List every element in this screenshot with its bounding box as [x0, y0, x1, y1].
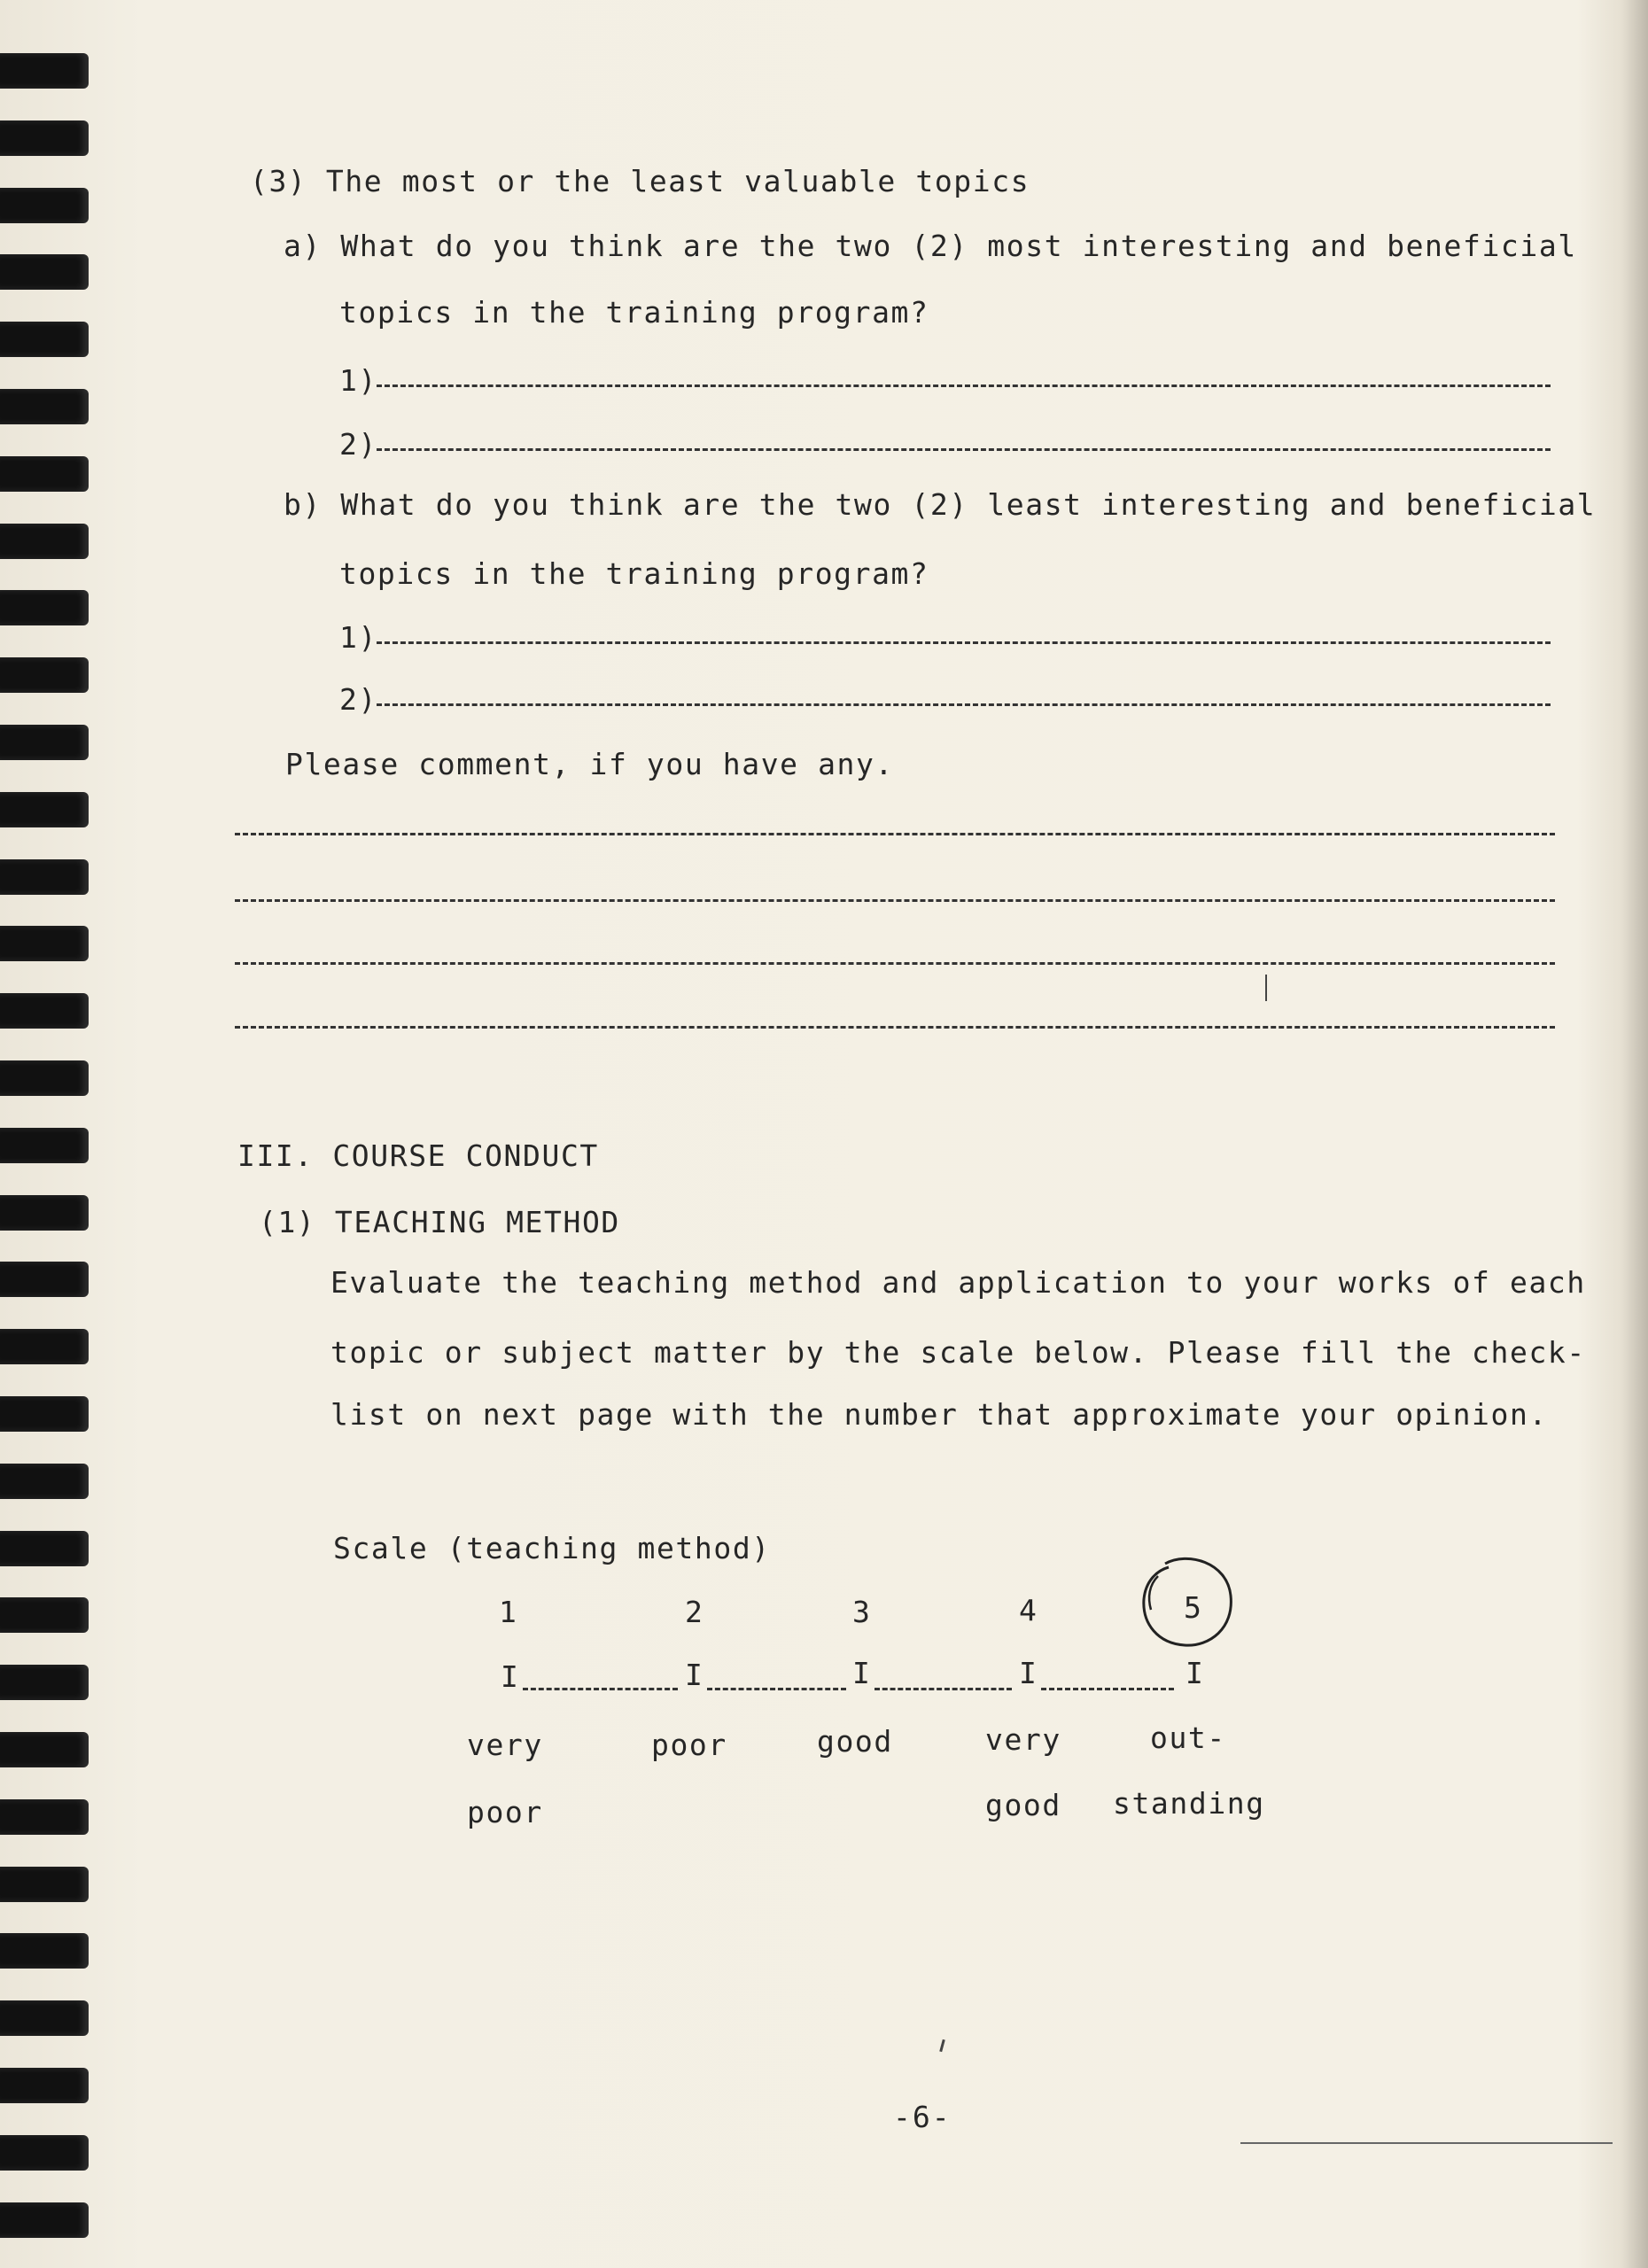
binding-hole [0, 1665, 89, 1700]
scale-label-5-line2: standing [1113, 1786, 1265, 1821]
scale-number-2: 2 [685, 1595, 704, 1629]
binding-hole [0, 1531, 89, 1566]
answer-a-1-line [377, 384, 1551, 387]
binding-hole [0, 993, 89, 1029]
answer-b-2-line [377, 703, 1551, 706]
instructions-line3: list on next page with the number that approximate your opinion. [330, 1397, 1548, 1432]
binding-hole [0, 53, 89, 89]
scale-tick-1: I [501, 1659, 518, 1694]
answer-a-2-line [377, 448, 1551, 451]
binding-hole [0, 1464, 89, 1499]
question-a-line1: a) What do you think are the two (2) most interesting and beneficial [284, 229, 1577, 263]
scale-segment-1-2 [523, 1688, 678, 1690]
binding-hole [0, 1329, 89, 1364]
binding-hole [0, 1128, 89, 1163]
binding-hole [0, 725, 89, 760]
binding-hole [0, 590, 89, 625]
answer-b-1-label: 1) [339, 620, 377, 655]
binding-hole [0, 2202, 89, 2238]
binding-hole [0, 1060, 89, 1096]
binding-hole [0, 657, 89, 693]
binding-hole [0, 2135, 89, 2171]
scale-label-4-line2: good [985, 1788, 1061, 1822]
binding-hole [0, 389, 89, 424]
scale-tick-2: I [685, 1658, 703, 1692]
binding-hole [0, 1597, 89, 1633]
comment-line-1 [235, 833, 1555, 835]
scale-segment-3-4 [875, 1688, 1012, 1690]
binding-hole [0, 456, 89, 492]
scale-segment-2-3 [707, 1688, 846, 1690]
comment-line-3 [235, 962, 1555, 965]
scale-label-1-line1: very [467, 1728, 543, 1762]
selected-value-circle [1139, 1553, 1236, 1651]
instructions-line1: Evaluate the teaching method and application to your works of each [330, 1265, 1586, 1300]
scale-number-4: 4 [1019, 1593, 1038, 1627]
binding-hole [0, 524, 89, 559]
scale-tick-5: I [1185, 1656, 1203, 1690]
binding-hole [0, 1262, 89, 1297]
binding-hole [0, 1799, 89, 1835]
scale-number-3: 3 [852, 1595, 872, 1629]
page-edge-line [1240, 2142, 1613, 2144]
scale-tick-3: I [852, 1656, 870, 1690]
scale-label-3: good [817, 1724, 893, 1759]
scale-label-4-line1: very [985, 1722, 1061, 1757]
binding-hole [0, 1195, 89, 1231]
binding-hole [0, 322, 89, 357]
answer-a-2-label: 2) [339, 427, 377, 462]
binding-hole [0, 859, 89, 895]
comment-prompt: Please comment, if you have any. [285, 747, 894, 781]
binding-hole [0, 1933, 89, 1969]
binding-hole [0, 120, 89, 156]
page-number: -6- [893, 2100, 952, 2134]
scale-label-5-line1: out- [1150, 1720, 1226, 1755]
scale-tick-4: I [1019, 1656, 1037, 1690]
binding-hole [0, 188, 89, 223]
question-b-line1: b) What do you think are the two (2) least interesting and beneficial [284, 487, 1597, 522]
answer-b-2-label: 2) [339, 682, 377, 717]
comment-line-4 [235, 1026, 1555, 1029]
binding-hole [0, 254, 89, 290]
binding-hole [0, 2068, 89, 2103]
binding-hole [0, 926, 89, 961]
scale-number-5: 5 [1184, 1590, 1203, 1625]
section-3-heading: (3) The most or the least valuable topics [250, 164, 1030, 198]
binding-hole [0, 1867, 89, 1902]
comment-line-2 [235, 899, 1555, 902]
scale-number-1: 1 [499, 1595, 518, 1629]
stray-pen-mark [1265, 975, 1267, 1001]
course-conduct-heading: III. COURSE CONDUCT [237, 1138, 599, 1173]
scale-title: Scale (teaching method) [333, 1531, 771, 1565]
instructions-line2: topic or subject matter by the scale below. Please fill the check- [330, 1335, 1586, 1370]
stray-pen-mark [939, 2039, 945, 2052]
binding-hole [0, 2000, 89, 2036]
question-b-line2: topics in the training program? [339, 556, 929, 591]
teaching-method-heading: (1) TEACHING METHOD [259, 1205, 620, 1239]
binding-hole [0, 1396, 89, 1432]
binding-hole [0, 792, 89, 827]
spiral-binding [0, 0, 97, 2268]
answer-b-1-line [377, 641, 1551, 644]
question-a-line2: topics in the training program? [339, 295, 929, 330]
scale-label-2: poor [651, 1728, 727, 1762]
scale-segment-4-5 [1041, 1688, 1174, 1690]
scale-label-1-line2: poor [467, 1795, 543, 1829]
binding-hole [0, 1732, 89, 1767]
answer-a-1-label: 1) [339, 363, 377, 398]
